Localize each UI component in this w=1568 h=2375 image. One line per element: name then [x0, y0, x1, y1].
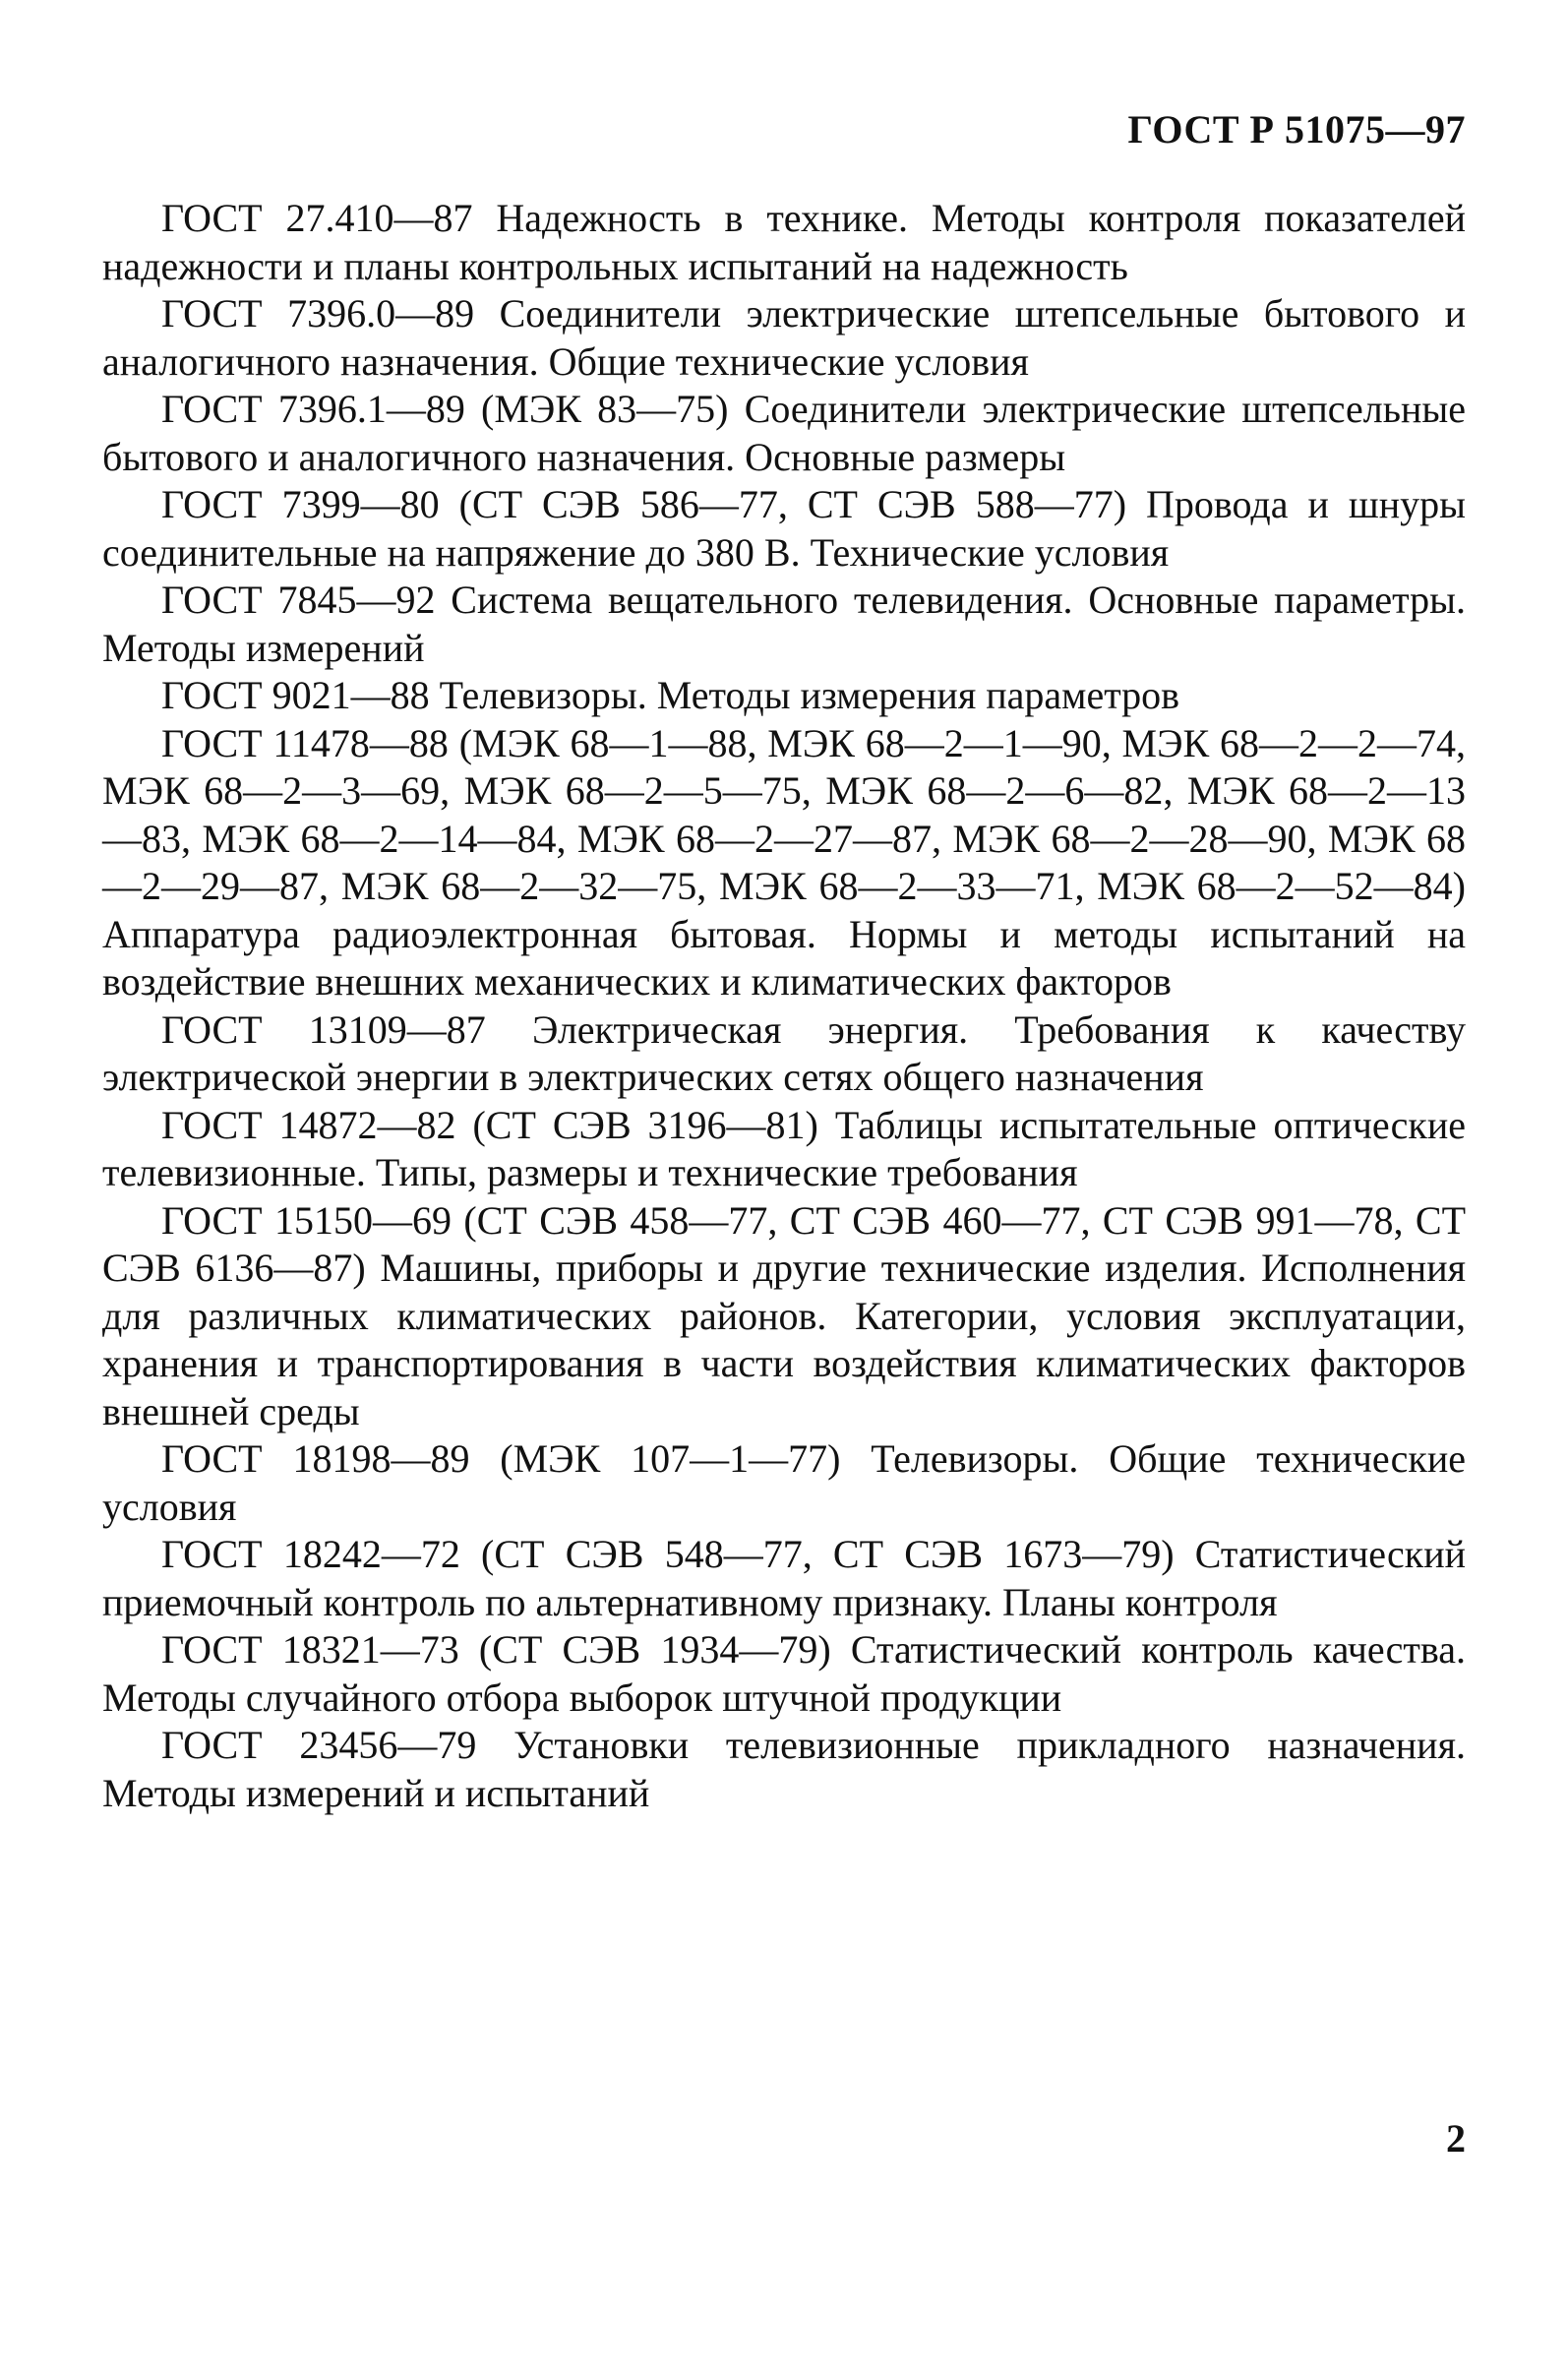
reference-entry: ГОСТ 14872—82 (СТ СЭВ 3196—81) Таблицы испытательные оптические телевизионные. Типы, размеры и технические требования: [102, 1102, 1466, 1194]
reference-entry: ГОСТ 27.410—87 Надежность в технике. Методы контроля показателей надежности и планы контрольных испытаний на надежность: [102, 196, 1466, 288]
page-number: 2: [1446, 2116, 1466, 2161]
reference-entry: ГОСТ 11478—88 (МЭК 68—1—88, МЭК 68—2—1—90, МЭК 68—2—2—74, МЭК 68—2—3—69, МЭК 68—2—5—75, МЭК 68—2—6—82, МЭК 68—2—13—83, МЭК 68—2—14—84, МЭК 68—2—27—87, МЭК 68—2—28—90, МЭК 68—2—29—87, МЭК 68—2—32—75, МЭК 68—2—33—71, МЭК 68—2—52—84) Аппаратура радиоэлектронная бытовая. Нормы и методы испытаний на воздействие внешних механических и климатических факторов: [102, 720, 1466, 1004]
reference-entry: ГОСТ 18321—73 (СТ СЭВ 1934—79) Статистический контроль качества. Методы случайного отбора выборок штучной продукции: [102, 1627, 1466, 1720]
reference-entry: ГОСТ 18242—72 (СТ СЭВ 548—77, СТ СЭВ 1673—79) Статистический приемочный контроль по альтернативному признаку. Планы контроля: [102, 1532, 1466, 1624]
page-header-standard-code: ГОСТ Р 51075—97: [1127, 107, 1466, 152]
reference-entry: ГОСТ 7396.1—89 (МЭК 83—75) Соединители электрические штепсельные бытового и аналогичного назначения. Основные размеры: [102, 387, 1466, 479]
normative-references-list: [102, 195, 1466, 1817]
reference-entry: ГОСТ 9021—88 Телевизоры. Методы измерения параметров: [161, 673, 1180, 717]
reference-entry: ГОСТ 7396.0—89 Соединители электрические штепсельные бытового и аналогичного назначения. Общие технические условия: [102, 291, 1466, 384]
reference-entry: ГОСТ 7399—80 (СТ СЭВ 586—77, СТ СЭВ 588—77) Провода и шнуры соединительные на напряжение до 380 В. Технические условия: [102, 482, 1466, 575]
reference-entry: ГОСТ 15150—69 (СТ СЭВ 458—77, СТ СЭВ 460—77, СТ СЭВ 991—78, СТ СЭВ 6136—87) Машины, приборы и другие технические изделия. Исполнения для различных климатических районов. Категории, условия эксплуатации, хранения и транспортирования в части воздействия климатических факторов внешней среды: [102, 1197, 1466, 1433]
reference-entry: ГОСТ 7845—92 Система вещательного телевидения. Основные параметры. Методы измерений: [102, 578, 1466, 670]
reference-entry: ГОСТ 18198—89 (МЭК 107—1—77) Телевизоры. Общие технические условия: [102, 1436, 1466, 1529]
reference-entry: ГОСТ 23456—79 Установки телевизионные прикладного назначения. Методы измерений и испытаний: [102, 1723, 1466, 1815]
reference-entry: ГОСТ 13109—87 Электрическая энергия. Требования к качеству электрической энергии в электрических сетях общего назначения: [102, 1006, 1466, 1099]
